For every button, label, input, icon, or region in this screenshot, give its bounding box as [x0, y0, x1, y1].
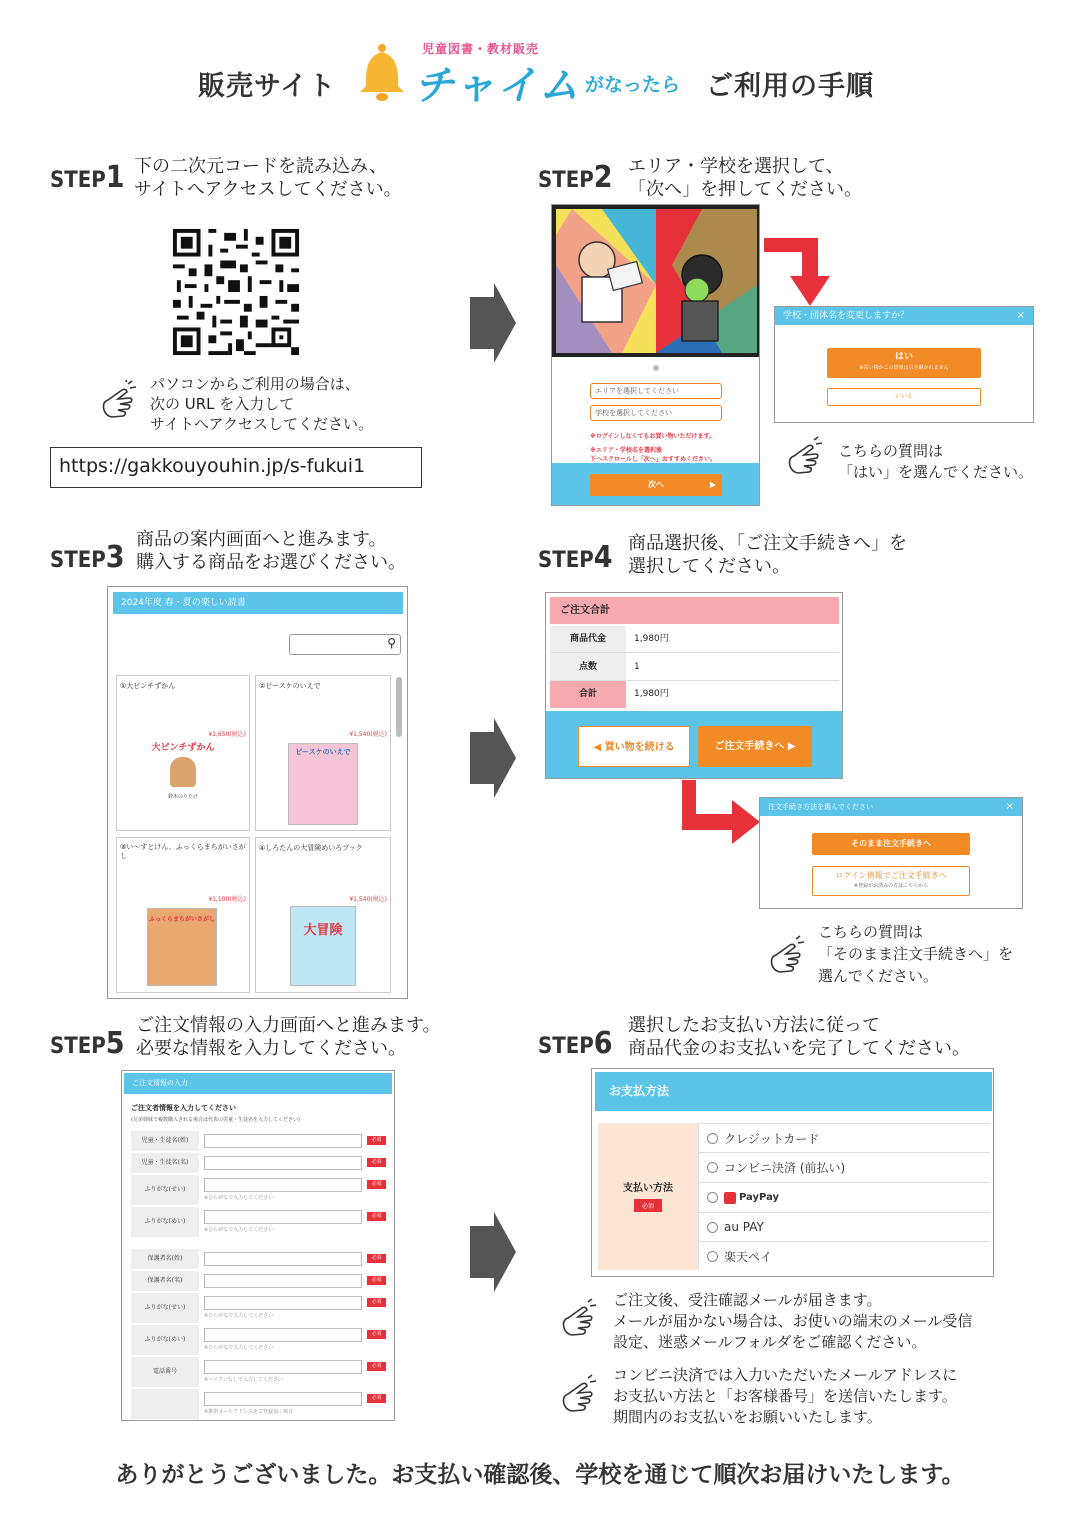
form-field-input[interactable] — [204, 1274, 362, 1288]
footer-message: ありがとうございました。お支払い確認後、学校を通じて順次お届けいたします。 — [115, 1462, 965, 1488]
form-row — [131, 1357, 391, 1387]
step5-label: STEP5 — [50, 1026, 125, 1061]
step2-note: こちらの質問は 「はい」を選んでください。 — [838, 442, 1034, 481]
hero-illustration — [552, 205, 760, 357]
area-select[interactable]: エリアを選択してください — [590, 383, 722, 399]
required-badge: 必須 — [367, 1136, 386, 1145]
list-item[interactable]: ③い～すとけん、ふっくらまちがいさがし ¥1,100(税込) ふっくらまちがいさがし — [116, 837, 250, 993]
form-fields — [131, 1131, 391, 1419]
close-icon[interactable]: × — [1016, 310, 1025, 321]
form-field-hint: ※ひらがなで入力してください — [204, 1313, 274, 1319]
url-box[interactable]: https://gakkouyouhin.jp/s-fukui1 — [50, 447, 422, 488]
payment-options — [698, 1123, 990, 1271]
list-item[interactable]: ②ピースケのいえで ¥1,540(税込) ピースケのいえで — [255, 675, 391, 831]
required-badge: 必須 — [367, 1394, 386, 1403]
form-field-input[interactable] — [204, 1178, 362, 1192]
form-field-input[interactable] — [204, 1134, 362, 1148]
form-field-hint: ※ひらがなで入力してください — [204, 1345, 274, 1351]
pointing-hand-icon — [764, 935, 808, 979]
form-row — [131, 1131, 391, 1151]
form-field-input[interactable] — [204, 1296, 362, 1310]
warning-text: ※ログインしなくてもお買い物いただけます。 ※エリア・学校名を選択後 下へスクロールし「次へ」おすすめください。 — [590, 433, 716, 463]
total-row: 合計 1,980円 — [550, 681, 839, 708]
required-badge: 必須 — [367, 1180, 386, 1189]
step6-label: STEP6 — [538, 1026, 613, 1061]
scrollbar[interactable] — [396, 677, 402, 737]
step1-note: パソコンからご利用の場合は、 次の URL を入力して サイトへアクセスしてください。 — [150, 375, 374, 433]
step6-note-a: ご注文後、受注確認メールが届きます。 メールが届かない場合は、お使いの端末のメール受信 設定、迷惑メールフォルダをご確認ください。 — [613, 1291, 973, 1351]
step6-note-b: コンビニ決済では入力いただいたメールアドレスに お支払い方法と「お客様番号」を送信いたします。 期間内のお支払いをお願いいたします。 — [613, 1366, 958, 1426]
form-field-input[interactable] — [204, 1156, 362, 1170]
paypay-logo-icon — [724, 1192, 736, 1204]
required-badge: 必須 — [367, 1362, 386, 1371]
red-arrow-icon — [764, 238, 830, 306]
continue-shopping-button[interactable]: ◀ 買い物を続ける — [578, 726, 690, 767]
bell-icon — [356, 42, 408, 102]
form-row — [131, 1153, 391, 1173]
required-badge: 必須 — [367, 1158, 386, 1167]
form-field-hint: ※ハイフンなしで入力してください — [204, 1377, 283, 1383]
qr-code — [168, 225, 304, 359]
carousel-dot[interactable] — [653, 365, 659, 371]
pointing-hand-icon — [556, 1298, 600, 1342]
step5-text: ご注文情報の入力画面へと進みます。 必要な情報を入力してください。 — [136, 1015, 441, 1059]
payment-screen — [591, 1068, 994, 1277]
payment-option-convenience[interactable]: コンビニ決済 (前払い) — [699, 1153, 990, 1183]
form-field-input[interactable] — [204, 1210, 362, 1224]
no-button[interactable]: いいえ — [827, 388, 981, 406]
form-row — [131, 1389, 391, 1419]
form-field-hint: ※携帯メールアドレスをご登録頂く場合 — [204, 1409, 293, 1415]
form-row — [131, 1175, 391, 1205]
red-arrow-icon — [682, 780, 760, 850]
right-arrow-icon — [470, 283, 516, 363]
close-icon[interactable]: × — [1005, 801, 1014, 812]
step3-label: STEP3 — [50, 540, 125, 575]
required-badge: 必須 — [367, 1254, 386, 1263]
step2-text: エリア・学校を選択して、 「次へ」を押してください。 — [628, 156, 862, 200]
payment-title: お支払方法 — [595, 1072, 992, 1111]
form-row — [131, 1293, 391, 1323]
form-subtext: (兄弟姉妹で複数購入される場合は代表の児童・生徒名を入力してください) — [131, 1117, 300, 1123]
required-badge: 必須 — [367, 1212, 386, 1221]
required-badge: 必須 — [367, 1276, 386, 1285]
step1-label: STEP1 — [50, 160, 125, 195]
form-field-label: ふりがな(せい) — [131, 1175, 199, 1205]
pointing-hand-icon — [556, 1374, 600, 1418]
payment-option-credit[interactable]: クレジットカード — [699, 1124, 990, 1153]
step1-text: 下の二次元コードを読み込み、 サイトへアクセスしてください。 — [134, 156, 402, 200]
payment-label-cell: 支払い方法 必須 — [598, 1123, 698, 1270]
change-school-dialog — [774, 306, 1034, 423]
form-field-label: ふりがな(せい) — [131, 1293, 199, 1323]
pointing-hand-icon — [96, 380, 140, 424]
step3-text: 商品の案内画面へと進みます。 購入する商品をお選びください。 — [136, 529, 406, 573]
direct-checkout-button[interactable]: そのまま注文手続きへ — [812, 833, 970, 855]
step2-screen — [551, 204, 760, 506]
payment-option-aupay[interactable]: au PAY — [699, 1213, 990, 1242]
form-field-input[interactable] — [204, 1392, 362, 1406]
total-row: 商品代金 1,980円 — [550, 626, 839, 653]
form-field-input[interactable] — [204, 1360, 362, 1374]
form-field-label — [131, 1389, 199, 1419]
form-field-label: ふりがな(めい) — [131, 1325, 199, 1355]
total-title: ご注文合計 — [550, 597, 839, 624]
dialog-title-bar: 学校・団体名を変更しますか？ × — [775, 307, 1033, 325]
form-field-label: 児童・生徒名(姓) — [131, 1131, 199, 1151]
yes-button[interactable]: はい ※買い物かごの情報は引き継がれません — [827, 348, 981, 378]
form-field-hint: ※ひらがなで入力してください — [204, 1227, 274, 1233]
next-button[interactable]: 次へ ▶ — [590, 474, 722, 496]
dialog-title-bar: 注文手続き方法を選んでください × — [760, 798, 1022, 816]
step4-label: STEP4 — [538, 540, 613, 575]
list-title: 2024年度 春・夏の楽しい読書 — [113, 592, 403, 614]
header-middle: がなったら — [585, 74, 681, 96]
form-field-label: 電話番号 — [131, 1357, 199, 1387]
form-heading: ご注文者情報を入力してください — [131, 1104, 236, 1112]
list-item[interactable]: ①大ピンチずかん ¥1,650(税込) 大ピンチずかん 鈴木のりたけ — [116, 675, 250, 831]
form-field-label: 児童・生徒名(名) — [131, 1153, 199, 1173]
book-cover: 大冒険 — [290, 906, 356, 986]
step4-note: こちらの質問は 「そのまま注文手続きへ」を 選んでください。 — [818, 923, 1014, 985]
book-cover: ふっくらまちがいさがし — [147, 908, 217, 986]
form-field-input[interactable] — [204, 1328, 362, 1342]
header-subtitle: 児童図書・教材販売 — [422, 42, 540, 56]
order-form-screen — [121, 1070, 395, 1421]
right-arrow-icon — [470, 1212, 516, 1292]
right-arrow-icon — [470, 718, 516, 798]
logo-chaimu: チャイム — [414, 63, 581, 109]
form-row — [131, 1325, 391, 1355]
search-icon[interactable]: ⚲ — [387, 636, 396, 650]
form-field-label: ふりがな(めい) — [131, 1207, 199, 1237]
form-row — [131, 1207, 391, 1237]
product-list-screen — [107, 586, 408, 999]
book-cover: ピースケのいえで — [288, 743, 358, 825]
header-title-right: ご利用の手順 — [706, 71, 874, 102]
order-total-screen — [545, 592, 843, 779]
login-checkout-button[interactable]: ログイン情報でご注文手続きへ ※登録がお済みの方はこちらから — [812, 866, 970, 896]
header-title-left: 販売サイト — [198, 71, 337, 102]
form-title: ご注文情報の入力 — [124, 1073, 392, 1094]
payment-option-paypay[interactable]: PayPay — [699, 1183, 990, 1213]
school-select[interactable]: 学校を選択してください — [590, 405, 722, 421]
form-row — [131, 1249, 391, 1269]
form-row — [131, 1271, 391, 1291]
pointing-hand-icon — [782, 436, 826, 480]
total-row: 点数 1 — [550, 653, 839, 681]
form-field-label: 保護者名(姓) — [131, 1249, 199, 1269]
checkout-method-dialog — [759, 797, 1023, 909]
book-cover: 大ピンチずかん 鈴木のりたけ — [143, 740, 223, 812]
search-input[interactable] — [289, 634, 401, 655]
list-item[interactable]: ④しろたんの大冒険めいろブック ¥1,540(税込) 大冒険 — [255, 837, 391, 993]
payment-option-rakuten[interactable]: 楽天ペイ — [699, 1242, 990, 1271]
step2-label: STEP2 — [538, 160, 613, 195]
step4-text: 商品選択後、「ご注文手続きへ」を 選択してください。 — [628, 533, 907, 577]
required-badge: 必須 — [367, 1298, 386, 1307]
form-field-input[interactable] — [204, 1252, 362, 1266]
required-badge: 必須 — [367, 1330, 386, 1339]
step6-text: 選択したお支払い方法に従って 商品代金のお支払いを完了してください。 — [628, 1015, 970, 1059]
form-field-label: 保護者名(名) — [131, 1271, 199, 1291]
checkout-button[interactable]: ご注文手続きへ ▶ — [698, 726, 812, 767]
form-field-hint: ※ひらがなで入力してください — [204, 1195, 274, 1201]
